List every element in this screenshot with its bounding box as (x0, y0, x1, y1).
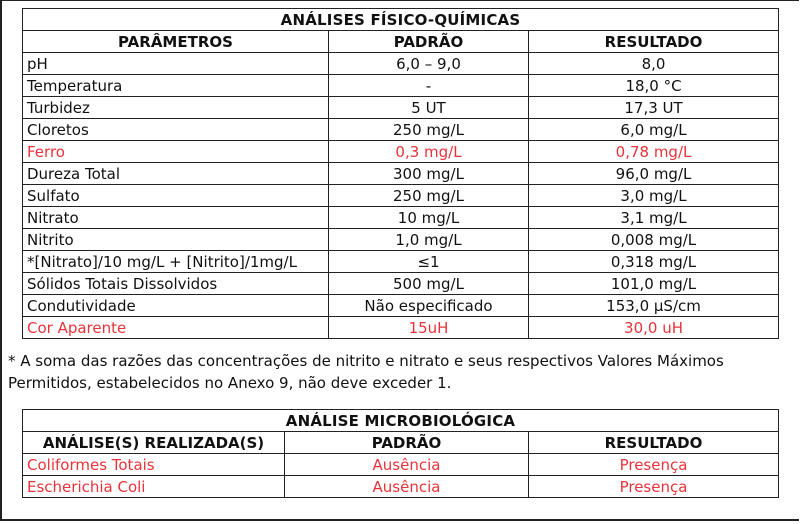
param-cell: Turbidez (23, 97, 329, 119)
table-row (23, 317, 779, 339)
param-cell: Nitrito (23, 229, 329, 251)
table-row (23, 454, 779, 476)
resultado-cell: 0,318 mg/L (529, 251, 779, 273)
padrao-cell: 5 UT (329, 97, 529, 119)
physchem-title: ANÁLISES FÍSICO-QUÍMICAS (23, 9, 779, 31)
param-cell: Sólidos Totais Dissolvidos (23, 273, 329, 295)
header-padrao: PADRÃO (329, 31, 529, 53)
table-row (23, 251, 779, 273)
param-cell: pH (23, 53, 329, 75)
table-row (23, 273, 779, 295)
resultado-cell: 101,0 mg/L (529, 273, 779, 295)
padrao-cell: - (329, 75, 529, 97)
padrao-cell: 250 mg/L (329, 185, 529, 207)
padrao-cell: Ausência (285, 476, 529, 498)
padrao-cell: Não especificado (329, 295, 529, 317)
footnote: * A soma das razões das concentrações de nitrito e nitrato e seus respectivos Valores Máximos Permitidos, estabelecidos no Anexo 9, não deve exceder 1. (8, 352, 724, 392)
padrao-cell: 250 mg/L (329, 119, 529, 141)
param-cell: Dureza Total (23, 163, 329, 185)
table-row (23, 53, 779, 75)
header-resultado: RESULTADO (529, 31, 779, 53)
padrao-cell: 0,3 mg/L (329, 141, 529, 163)
micro-title: ANÁLISE MICROBIOLÓGICA (23, 410, 779, 432)
param-cell: Temperatura (23, 75, 329, 97)
param-cell: Nitrato (23, 207, 329, 229)
table-row (23, 229, 779, 251)
table-row (23, 295, 779, 317)
table-row (23, 207, 779, 229)
header-micro-resultado: RESULTADO (529, 432, 779, 454)
resultado-cell: 3,0 mg/L (529, 185, 779, 207)
header-micro-padrao: PADRÃO (285, 432, 529, 454)
resultado-cell: 17,3 UT (529, 97, 779, 119)
resultado-cell: 6,0 mg/L (529, 119, 779, 141)
param-cell: Cor Aparente (23, 317, 329, 339)
param-cell: *[Nitrato]/10 mg/L + [Nitrito]/1mg/L (23, 251, 329, 273)
resultado-cell: 0,008 mg/L (529, 229, 779, 251)
padrao-cell: 15uH (329, 317, 529, 339)
resultado-cell: 8,0 (529, 53, 779, 75)
padrao-cell: 10 mg/L (329, 207, 529, 229)
padrao-cell: 1,0 mg/L (329, 229, 529, 251)
table-row (23, 141, 779, 163)
analise-cell: Escherichia Coli (23, 476, 285, 498)
resultado-cell: 3,1 mg/L (529, 207, 779, 229)
resultado-cell: 30,0 uH (529, 317, 779, 339)
physchem-table (22, 8, 779, 339)
padrao-cell: 6,0 – 9,0 (329, 53, 529, 75)
table-row (23, 163, 779, 185)
table-row (23, 476, 779, 498)
table-row (23, 119, 779, 141)
padrao-cell: 500 mg/L (329, 273, 529, 295)
resultado-cell: 18,0 °C (529, 75, 779, 97)
resultado-cell: Presença (529, 476, 779, 498)
padrao-cell: ≤1 (329, 251, 529, 273)
table-row (23, 97, 779, 119)
resultado-cell: 153,0 µS/cm (529, 295, 779, 317)
resultado-cell: 0,78 mg/L (529, 141, 779, 163)
resultado-cell: 96,0 mg/L (529, 163, 779, 185)
analise-cell: Coliformes Totais (23, 454, 285, 476)
micro-body (23, 454, 779, 498)
padrao-cell: Ausência (285, 454, 529, 476)
param-cell: Sulfato (23, 185, 329, 207)
resultado-cell: Presença (529, 454, 779, 476)
padrao-cell: 300 mg/L (329, 163, 529, 185)
micro-table (22, 409, 779, 498)
header-parametros: PARÂMETROS (23, 31, 329, 53)
header-analise: ANÁLISE(S) REALIZADA(S) (23, 432, 285, 454)
table-row (23, 185, 779, 207)
table-row (23, 75, 779, 97)
param-cell: Ferro (23, 141, 329, 163)
physchem-body (23, 53, 779, 339)
param-cell: Condutividade (23, 295, 329, 317)
param-cell: Cloretos (23, 119, 329, 141)
